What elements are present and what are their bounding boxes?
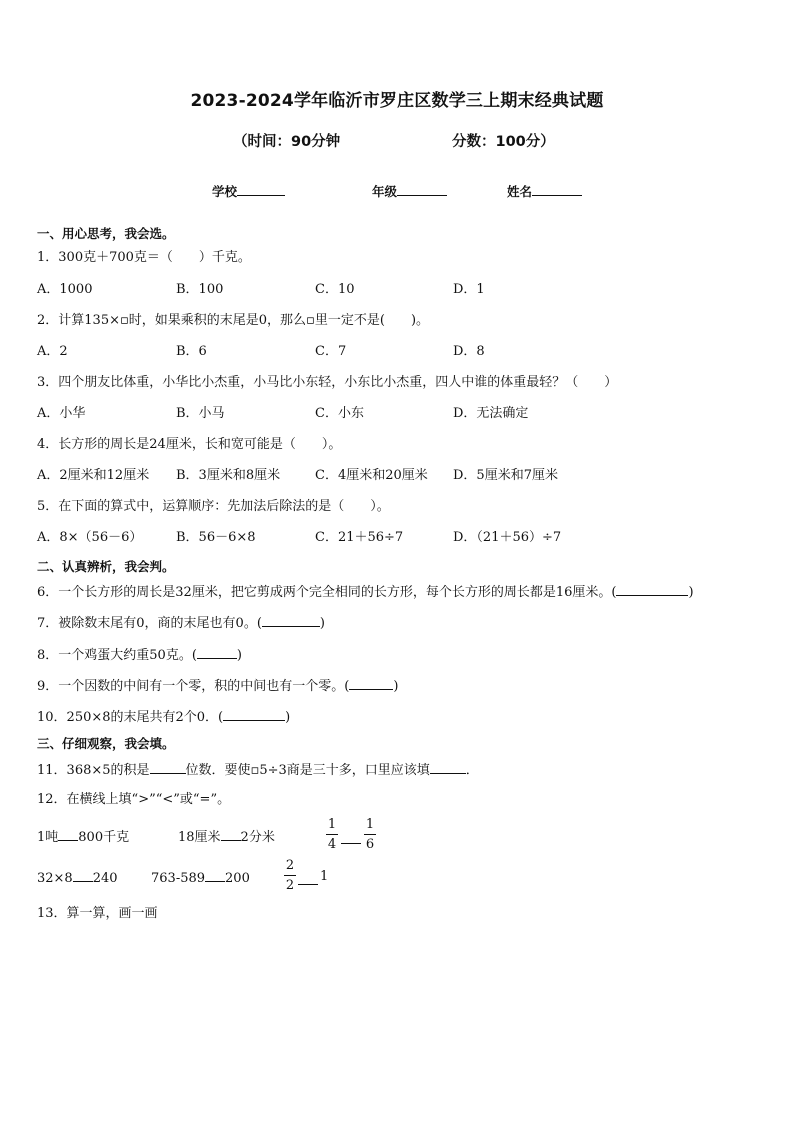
q4-option-c[interactable]: C．4厘米和20厘米	[315, 468, 428, 483]
question-9	[37, 677, 398, 695]
fraction-bar	[284, 875, 296, 876]
question-10	[37, 708, 290, 726]
q12-item-6-blank[interactable]	[298, 883, 318, 885]
fraction-bar	[326, 834, 338, 835]
question-9-text: 9．一个因数的中间有一个零，积的中间也有一个零。(	[37, 679, 350, 694]
q2-option-d[interactable]: D．8	[453, 344, 485, 359]
section-2-title: 二、认真辨析，我会判。	[37, 559, 175, 574]
question-7-text: 7．被除数末尾有0，商的末尾也有0。(	[37, 616, 262, 631]
q12-item-1-left: 1吨	[37, 830, 59, 845]
q12-item-4-blank[interactable]	[73, 869, 93, 882]
q4-option-d[interactable]: D．5厘米和7厘米	[453, 468, 558, 483]
q9-answer-blank[interactable]	[349, 677, 393, 690]
q5-option-b[interactable]: B．56－6×8	[176, 530, 256, 545]
q12-item-2	[178, 828, 275, 846]
question-6	[37, 583, 694, 601]
school-blank[interactable]	[237, 183, 285, 196]
q12-item-6-right: 1	[320, 869, 329, 884]
name-blank[interactable]	[532, 183, 582, 196]
q4-option-b[interactable]: B．3厘米和8厘米	[176, 468, 281, 483]
question-11	[37, 761, 479, 779]
grade-label: 年级	[372, 184, 398, 199]
fraction-numerator: 1	[327, 817, 337, 832]
q4-option-a[interactable]: A．2厘米和12厘米	[37, 468, 150, 483]
q10-answer-blank[interactable]	[223, 708, 285, 721]
q3-option-d[interactable]: D．无法确定	[453, 406, 529, 421]
school-label: 学校	[212, 184, 238, 199]
school-field	[212, 182, 285, 200]
question-12: 12．在横线上填“>”“<”或“=”。	[37, 792, 231, 807]
q12-item-2-right: 2分米	[240, 830, 275, 845]
q5-option-a[interactable]: A．8×（56－6）	[37, 530, 143, 545]
exam-score: 分数：100分）	[452, 134, 555, 150]
name-field	[507, 182, 582, 200]
q6-close: )	[688, 585, 694, 600]
q12-item-4-left: 32×8	[37, 871, 73, 886]
q8-answer-blank[interactable]	[197, 646, 237, 659]
q2-option-a[interactable]: A．2	[37, 344, 68, 359]
fraction-one-quarter	[325, 816, 339, 853]
q5-option-c[interactable]: C．21＋56÷7	[315, 530, 404, 545]
section-1-title: 一、用心思考，我会选。	[37, 226, 175, 241]
q2-option-c[interactable]: C．7	[315, 344, 347, 359]
grade-blank[interactable]	[397, 183, 447, 196]
fraction-two-halves	[283, 857, 297, 894]
fraction-denominator: 2	[285, 878, 295, 893]
question-5: 5．在下面的算式中，运算顺序：先加法后除法的是（ ）。	[37, 499, 390, 514]
q12-item-2-left: 18厘米	[178, 830, 221, 845]
q12-item-1-blank[interactable]	[58, 828, 78, 841]
fraction-denominator: 4	[327, 837, 337, 852]
q3-option-a[interactable]: A．小华	[37, 406, 86, 421]
question-8-text: 8．一个鸡蛋大约重50克。(	[37, 648, 197, 663]
q12-item-2-blank[interactable]	[221, 828, 241, 841]
question-13: 13．算一算，画一画	[37, 906, 158, 921]
question-7	[37, 614, 325, 632]
q12-item-4-right: 240	[92, 871, 118, 886]
q11-text-a: 11．368×5的积是	[37, 763, 150, 778]
q3-option-c[interactable]: C．小东	[315, 406, 364, 421]
q12-item-3-blank[interactable]	[341, 842, 361, 844]
fraction-denominator: 6	[365, 837, 375, 852]
question-10-text: 10．250×8的末尾共有2个0．(	[37, 710, 224, 725]
q10-close: )	[285, 710, 291, 725]
fraction-one-sixth	[363, 816, 377, 853]
question-8	[37, 646, 242, 664]
q11-text-b: 位数．要使▫5÷3商是三十多，口里应该填	[185, 763, 430, 778]
fraction-numerator: 1	[365, 817, 375, 832]
q12-item-5-left: 763-589	[151, 871, 206, 886]
q11-blank-2[interactable]	[430, 761, 466, 774]
q11-text-c: ．	[465, 763, 479, 778]
q7-close: )	[319, 616, 325, 631]
q2-option-b[interactable]: B．6	[176, 344, 207, 359]
q12-item-5-blank[interactable]	[205, 869, 225, 882]
question-4: 4．长方形的周长是24厘米，长和宽可能是（ ）。	[37, 437, 342, 452]
q12-item-1-right: 800千克	[78, 830, 130, 845]
q1-option-a[interactable]: A．1000	[37, 282, 93, 297]
exam-time: （时间：90分钟	[233, 134, 341, 150]
q12-item-4	[37, 869, 118, 887]
section-3-title: 三、仔细观察，我会填。	[37, 736, 175, 751]
q12-item-5-right: 200	[225, 871, 250, 886]
fraction-numerator: 2	[285, 858, 295, 873]
grade-field	[372, 182, 447, 200]
q7-answer-blank[interactable]	[262, 614, 320, 627]
q5-option-d[interactable]: D．（21＋56）÷7	[453, 530, 562, 545]
q3-option-b[interactable]: B．小马	[176, 406, 225, 421]
q1-option-b[interactable]: B．100	[176, 282, 224, 297]
q11-blank-1[interactable]	[150, 761, 186, 774]
q1-option-d[interactable]: D．1	[453, 282, 485, 297]
question-1: 1．300克＋700克＝（ ）千克。	[37, 250, 251, 265]
q8-close: )	[236, 648, 242, 663]
name-label: 姓名	[507, 184, 533, 199]
fraction-bar	[364, 834, 376, 835]
page-title: 2023-2024学年临沂市罗庄区数学三上期末经典试题	[190, 91, 604, 111]
q12-item-1	[37, 828, 129, 846]
question-2: 2．计算135×▫时，如果乘积的末尾是0，那么▫里一定不是( )。	[37, 313, 430, 328]
q12-item-5	[151, 869, 250, 887]
q1-option-c[interactable]: C．10	[315, 282, 355, 297]
q9-close: )	[393, 679, 399, 694]
question-6-text: 6．一个长方形的周长是32厘米，把它剪成两个完全相同的长方形，每个长方形的周长都是16厘米。(	[37, 585, 617, 600]
q6-answer-blank[interactable]	[616, 583, 688, 596]
question-3: 3．四个朋友比体重，小华比小杰重，小马比小东轻，小东比小杰重，四人中谁的体重最轻？（ ）	[37, 375, 618, 390]
